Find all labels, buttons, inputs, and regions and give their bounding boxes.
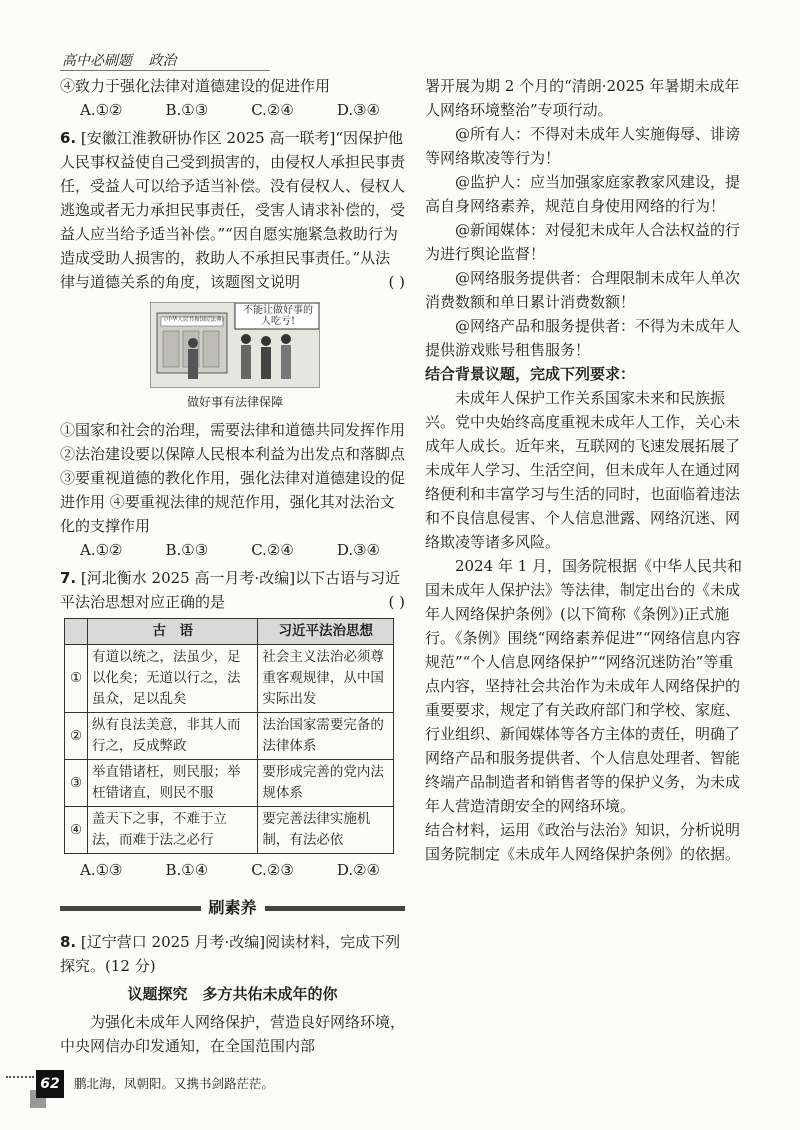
option: C.②③ [251,861,294,879]
table-cell: 法治国家需要完备的法律体系 [258,713,394,760]
option: D.③④ [336,101,380,119]
question-8 [60,930,405,978]
table-cell: 要形成完善的党内法规体系 [258,760,394,807]
option: B.①④ [165,861,209,879]
question-7-options [80,858,380,882]
table-row [65,760,394,807]
left-column [60,74,405,1058]
material-paragraph: 为强化未成年人网络保护，营造良好网络环境，中央网信办印发通知，在全国范围内部 [60,1013,406,1055]
option: B.①③ [165,101,209,119]
mention-item: @所有人：不得对未成年人实施侮辱、诽谤等网络欺凌等行为！ [425,125,741,167]
figure-caption: 做好事有法律保障 [186,395,283,409]
prev-question-tail: ④致力于强化法律对道德建设的促进作用 [60,77,331,95]
page-header [62,50,176,70]
section-label: 刷素养 [208,898,257,917]
option: A.①② [80,101,123,119]
section-rule [265,906,406,911]
table-header: 习近平法治思想 [258,619,394,645]
question-7 [60,566,405,614]
question-text: [河北衡水 2025 高一月考·改编]以下古语与习近平法治思想对应正确的是 [60,569,401,611]
table-header [65,619,88,645]
table-cell: 举直错诸枉，则民服；举枉错诸直，则民不服 [88,760,258,807]
section-divider [60,896,405,920]
table-row [65,807,394,854]
option: C.②④ [251,101,294,119]
question-prompt: 结合材料，运用《政治与法治》知识，分析说明国务院制定《未成年人网络保护条例》的依据。 [425,821,741,863]
board-title: 《中华人民共和国民法典》 [161,317,228,323]
question-number: 7. [60,569,77,587]
option: A.①③ [80,861,123,879]
option: D.②④ [336,861,380,879]
table-cell: ④ [65,807,88,854]
section-rule [60,906,201,911]
background-paragraph: 2024 年 1 月，国务院根据《中华人民共和国未成年人保护法》等法律，制定出台的《未成年人网络保护条例》(以下简称《条例》)正式施行。《条例》围绕“网络素养促进”“网络信息内容规范”“个人信息网络保护”“网络沉迷防治”等重点内容，坚持社会共治作为未成年人网络保护的重要要求，规定了有关政府部门和学校、家庭、行业组织、新闻媒体等各方主体的责任，明确了网络产品和服务提供者、个人信息处理者、智能终端产品制造者和销售者等的保护义务，为未成年人营造清朗安全的网络环境。 [425,557,743,815]
subject-title: 政治 [148,53,177,69]
table-cell: 盖天下之事，不难于立法，而难于法之必行 [88,807,258,854]
question-6 [60,126,405,294]
mention-item: @网络产品和服务提供者：不得为未成年人提供游戏账号租售服务！ [425,317,741,359]
option: A.①② [80,541,123,559]
cartoon-image [150,302,320,388]
question-number: 6. [60,129,77,147]
table-cell: 纵有良法美意，非其人而行之，反成弊政 [88,713,258,760]
table-row [65,713,394,760]
header-rule [60,70,270,71]
question-6-statements: ①国家和社会的治理，需要法律和道德共同发挥作用 ②法治建设要以保障人民根本利益为出发点和落脚点 ③要重视道德的教化作用，强化法律对道德建设的促进作用 ④要重视法律的规范作用，强化其对法治文化的支撑作用 [60,421,406,535]
question-number: 8. [60,933,77,951]
page-number: 62 [36,1070,64,1098]
mention-item: @网络服务提供者：合理限制未成年人单次消费数额和单日累计消费数额！ [425,269,741,311]
table-cell: 社会主义法治必须尊重客观规律，从中国实际出发 [258,645,394,713]
speech-bubble: 不能让做好事的人吃亏! [243,305,313,327]
answer-paren: ( ) [388,593,405,611]
table-cell: 要完善法律实施机制，有法必依 [258,807,394,854]
table-cell: 有道以统之，法虽少，足以化矣；无道以行之，法虽众，足以乱矣 [88,645,258,713]
right-column [425,74,747,866]
table-cell: ③ [65,760,88,807]
table-header-row [65,619,394,645]
footer-motto: 鹏北海，凤朝阳。又携书剑路茫茫。 [74,1076,275,1091]
ancient-sayings-table [64,618,394,854]
table-row [65,645,394,713]
footer-dots [6,1076,34,1078]
option: B.①③ [165,541,209,559]
option: C.②④ [251,541,294,559]
answer-paren: ( ) [388,273,405,291]
table-cell: ① [65,645,88,713]
mention-item: @监护人：应当加强家庭家教家风建设，提高自身网络素养，规范自身使用网络的行为！ [425,173,741,215]
mention-item: @新闻媒体：对侵犯未成年人合法权益的行为进行舆论监督！ [425,221,741,263]
question-text: [安徽江淮教研协作区 2025 高一联考]“因保护他人民事权益使自己受到损害的，由侵权人承担民事责任，受益人可以给予适当补偿。没有侵权人、侵权人逃逸或者无力承担民事责任，受害人请求补偿的，受益人应当给予适当补偿。”“因自愿实施紧急救助行为造成受助人损害的，救助人不承担民事责任。”从法律与道德关系的角度，该题图文说明 [60,129,406,291]
background-paragraph: 未成年人保护工作关系国家未来和民族振兴。党中央始终高度重视未成年人工作，关心未成年人成长。近年来，互联网的飞速发展拓展了未成年人学习、生活空间，但未成年人在通过网络便利和丰富学习与生活的同时，也面临着违法和不良信息侵害、个人信息泄露、网络沉迷、网络欺凌等诸多风险。 [425,389,741,551]
question-text: [辽宁营口 2025 月考·改编]阅读材料，完成下列探究。(12 分) [60,933,401,975]
question-6-options [80,538,380,562]
book-title: 高中必刷题 [62,53,132,69]
option: D.③④ [336,541,380,559]
task-heading: 结合背景议题，完成下列要求： [425,365,636,383]
material-paragraph-cont: 署开展为期 2 个月的“清朗·2025 年暑期未成年人网络环境整治”专项行动。 [425,77,740,119]
prev-options [80,98,380,122]
table-cell: ② [65,713,88,760]
topic-title: 议题探究 多方共佑未成年的你 [127,985,338,1003]
table-header: 古 语 [88,619,258,645]
cartoon-figure [150,302,320,414]
